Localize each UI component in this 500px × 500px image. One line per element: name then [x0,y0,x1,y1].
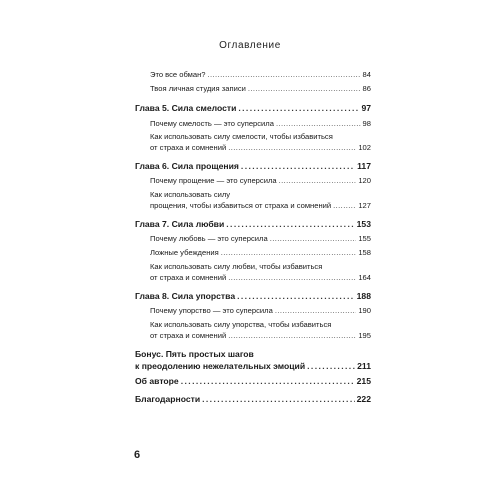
toc-entry-page: 153 [356,219,371,229]
toc-entry-page: 84 [362,70,371,79]
page-header: Оглавление [219,40,281,51]
toc-section-entry [150,233,371,244]
toc-chapter-entry [135,375,371,387]
toc-entry-title-line: Как использовать силу любви, чтобы избавиться [150,262,323,271]
toc-chapter-entry [135,218,371,230]
toc-entry-title-line: Как использовать силу смелости, чтобы избавиться [150,132,333,141]
toc-section-entry [150,319,371,341]
toc-entry-title-line: Как использовать силу упорства, чтобы избавиться [150,320,332,329]
toc-entry-page: 127 [358,201,371,210]
toc-section-entry [150,83,371,94]
toc-entry-title: от страха и сомнений [150,143,227,152]
toc-entry-page: 190 [358,306,371,315]
dot-leader [228,272,356,283]
toc-section-entry [150,131,371,153]
toc-entry-title: к преодолению нежелательных эмоций [135,361,306,371]
toc-entry-title: Благодарности [135,394,201,404]
toc-entry-page: 97 [361,103,371,113]
dot-leader [228,330,356,341]
toc-entry-title: Почему любовь — это суперсила [150,234,268,243]
dot-leader [238,102,359,114]
dot-leader [221,247,357,258]
toc-entry-title: Ложные убеждения [150,248,219,257]
toc-entry-title: Почему смелость — это суперсила [150,119,274,128]
toc-chapter-entry [135,160,371,172]
toc-entry-title: Это все обман? [150,70,206,79]
dot-leader [270,233,357,244]
toc-section-entry [150,189,371,211]
toc-entry-page: 155 [358,234,371,243]
dot-leader [208,69,361,80]
dot-leader [307,360,355,372]
toc-entry-page: 188 [356,291,371,301]
toc-entry-page: 158 [358,248,371,257]
toc-entry-title-line: Бонус. Пять простых шагов [135,349,254,359]
dot-leader [248,83,361,94]
toc-entry-page: 215 [356,376,371,386]
dot-leader [226,218,354,230]
dot-leader [228,142,356,153]
toc-entry-title: Почему прощение — это суперсила [150,176,277,185]
toc-chapter-entry [135,102,371,114]
dot-leader [333,200,356,211]
toc-chapter-entry [135,290,371,302]
toc-chapter-entry [135,393,371,405]
toc-entry-title: от страха и сомнений [150,273,227,282]
toc-entry-title: от страха и сомнений [150,331,227,340]
toc-section-entry [150,175,371,186]
toc-entry-page: 195 [358,331,371,340]
toc-entry-page: 164 [358,273,371,282]
dot-leader [181,375,355,387]
toc-entry-title: Об авторе [135,376,179,386]
toc-entry-page: 86 [362,84,371,93]
toc-entry-page: 102 [358,143,371,152]
toc-entry-title: Глава 7. Сила любви [135,219,225,229]
toc-entry-page: 120 [358,176,371,185]
toc-section-entry [150,69,371,80]
dot-leader [275,305,357,316]
toc-entry-title: Твоя личная студия записи [150,84,246,93]
dot-leader [237,290,355,302]
toc-entry-page: 222 [356,394,371,404]
toc-entry-page: 117 [357,161,371,171]
toc-entry-title: Глава 8. Сила упорства [135,291,236,301]
toc-entry-title: прощения, чтобы избавиться от страха и сомнений [150,201,332,210]
toc-entry-page: 211 [357,361,371,371]
dot-leader [279,175,357,186]
page-number: 6 [134,449,141,461]
toc-chapter-entry [135,348,371,372]
toc-entry-title: Глава 6. Сила прощения [135,161,239,171]
toc-entry-title-line: Как использовать силу [150,190,231,199]
toc-entry-page: 98 [362,119,371,128]
toc-section-entry [150,261,371,283]
dot-leader [241,160,355,172]
dot-leader [276,118,361,129]
toc-entry-title: Почему упорство — это суперсила [150,306,273,315]
toc-section-entry [150,247,371,258]
toc-section-entry [150,305,371,316]
toc-entry-title: Глава 5. Сила смелости [135,103,237,113]
toc-section-entry [150,118,371,129]
dot-leader [202,393,355,405]
